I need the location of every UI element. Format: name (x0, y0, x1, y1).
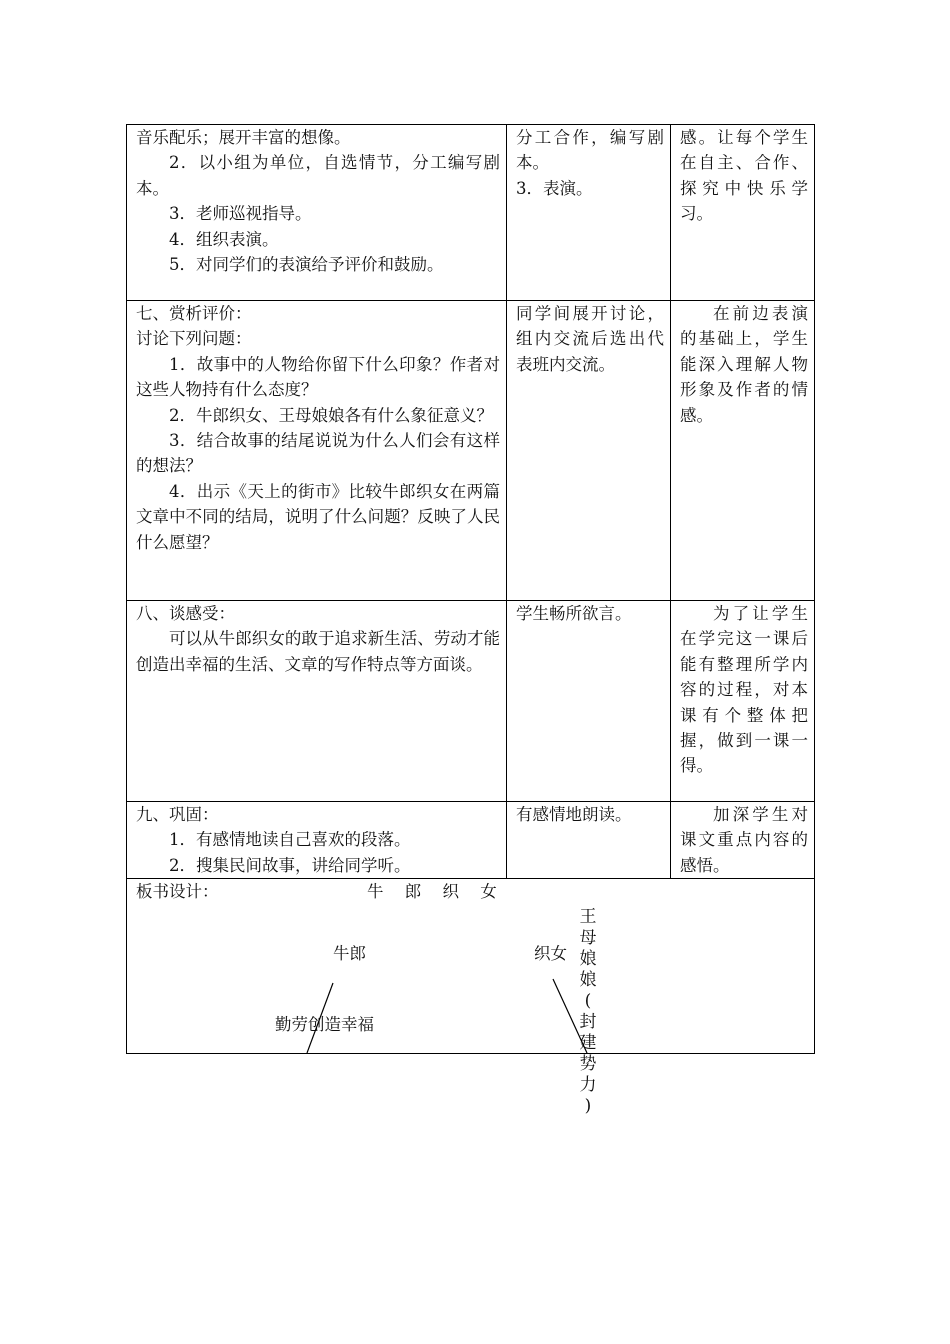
text-line: 分工合作，编写剧本。 (516, 128, 664, 173)
text-line: 在前边表演的基础上，学生能深入理解人物形象及作者的情感。 (680, 304, 808, 425)
table-row (127, 601, 815, 802)
char: 势 (579, 1054, 597, 1075)
text-line: 讨论下列问题： (136, 329, 252, 349)
text-line: 同学间展开讨论，组内交流后选出代表班内交流。 (516, 304, 664, 374)
table-row (127, 301, 815, 601)
student-activity-cell (507, 601, 671, 802)
text-line: 有感情地朗读。 (516, 805, 632, 824)
text-line: 可以从牛郎织女的敢于追求新生活、劳动才能创造出幸福的生活、文章的写作特点等方面谈。 (136, 629, 500, 674)
table-row (127, 802, 815, 879)
text-line: 3．结合故事的结尾说说为什么人们会有这样的想法？ (136, 431, 500, 476)
char: ( (584, 991, 592, 1012)
board-design-row (127, 879, 815, 1054)
board-left-name: 牛郎 (333, 944, 366, 964)
char: 封 (579, 1012, 597, 1033)
design-purpose-cell (671, 802, 815, 879)
text-line: 5．对同学们的表演给予评价和鼓励。 (169, 255, 444, 275)
board-right-name: 织女 (534, 944, 567, 964)
text-line: 3．表演。 (516, 178, 593, 198)
char: ) (584, 1096, 592, 1117)
activity-cell (127, 301, 507, 601)
board-lines (127, 879, 815, 1053)
board-title: 牛 郎 织 女 (367, 882, 505, 902)
text-line: 音乐配乐；展开丰富的想像。 (136, 128, 351, 147)
text-line: 九、巩固： (136, 805, 219, 824)
text-line: 1．故事中的人物给你留下什么印象？作者对这些人物持有什么态度？ (136, 354, 500, 400)
text-line: 3．老师巡视指导。 (169, 204, 312, 224)
text-line: 2．以小组为单位，自选情节，分工编写剧本。 (136, 153, 500, 198)
right-diagonal-line (553, 979, 587, 1053)
char: 王 (579, 907, 597, 928)
text-line: 4．出示《天上的街市》比较牛郎织女在两篇文章中不同的结局，说明了什么问题？反映了人民什么愿望？ (136, 481, 500, 552)
char: 建 (579, 1033, 597, 1054)
design-purpose-cell (671, 601, 815, 802)
activity-cell (127, 125, 507, 301)
text-line: 七、赏析评价： (136, 304, 252, 323)
student-activity-cell (507, 301, 671, 601)
design-purpose-cell (671, 301, 815, 601)
activity-cell (127, 601, 507, 802)
text-line: 4．组织表演。 (169, 229, 279, 249)
text-line: 学生畅所欲言。 (516, 604, 632, 623)
char: 力 (579, 1075, 597, 1096)
text-line: 为了让学生在学完这一课后能有整理所学内容的过程，对本课有个整体把握，做到一课一得。 (680, 604, 808, 776)
text-line: 2．搜集民间故事，讲给同学听。 (169, 855, 411, 875)
board-bottom-text: 勤劳创造幸福 (275, 1015, 374, 1035)
activity-cell (127, 802, 507, 879)
student-activity-cell (507, 125, 671, 301)
board-design-cell (127, 879, 815, 1117)
design-purpose-cell (671, 125, 815, 301)
table-row (127, 125, 815, 301)
board-label: 板书设计： (136, 882, 219, 902)
left-diagonal-line (307, 983, 333, 1053)
text-line: 2．牛郎织女、王母娘娘各有什么象征意义？ (169, 405, 493, 425)
char: 母 (579, 928, 597, 949)
lesson-plan-table (126, 124, 815, 1117)
student-activity-cell (507, 802, 671, 879)
text-line: 感。让每个学生在自主、合作、探究中快乐学习。 (680, 128, 808, 224)
char: 娘 (579, 970, 597, 991)
text-line: 1．有感情地读自己喜欢的段落。 (169, 830, 411, 850)
text-line: 加深学生对课文重点内容的感悟。 (680, 805, 808, 875)
text-line: 八、谈感受： (136, 604, 235, 623)
char: 娘 (579, 949, 597, 970)
